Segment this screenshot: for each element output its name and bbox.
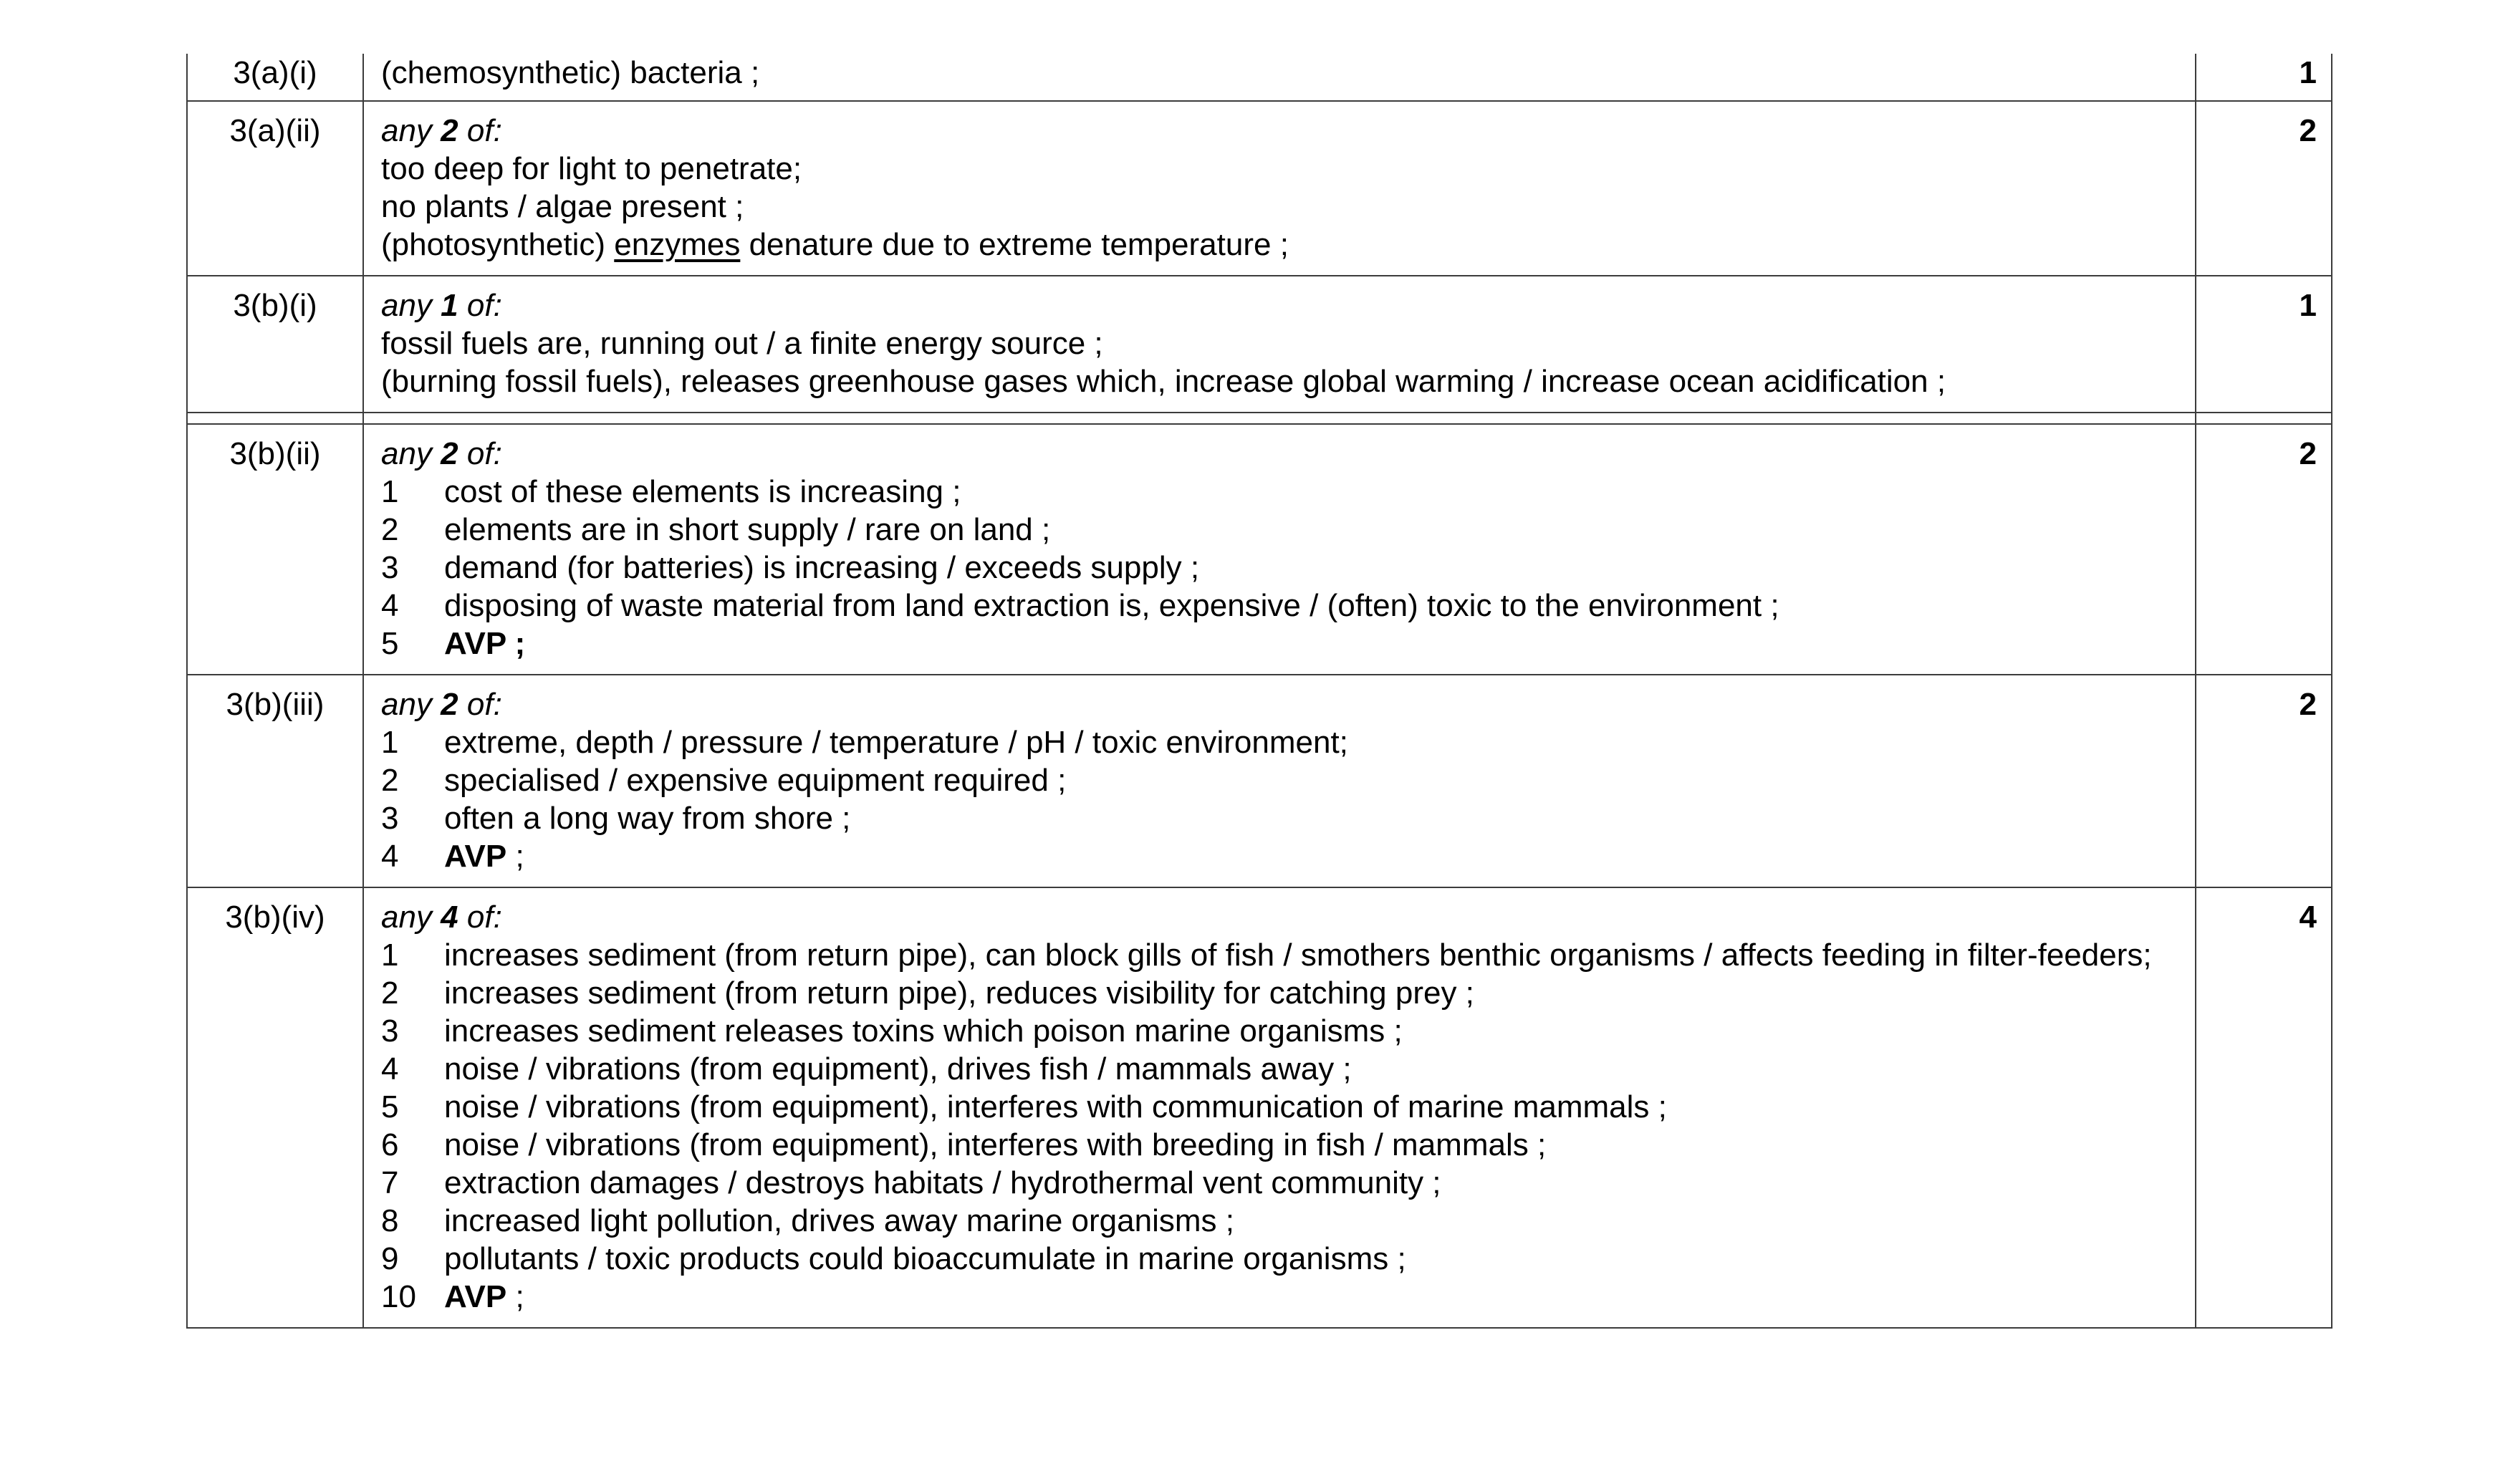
point-text-avp: AVP ; <box>444 1279 524 1314</box>
point-text: increases sediment releases toxins which poison marine organisms ; <box>444 1013 1403 1049</box>
point-number: 6 <box>381 1127 399 1162</box>
point-text: elements are in short supply / rare on land ; <box>444 512 1051 547</box>
point-number: 2 <box>381 763 399 798</box>
point-text: specialised / expensive equipment required ; <box>444 763 1067 798</box>
point-number: 4 <box>381 588 399 623</box>
question-number: 3(a)(ii) <box>187 101 363 276</box>
point-number: 3 <box>381 1013 399 1049</box>
table-row <box>187 675 2332 887</box>
point-number: 4 <box>381 839 399 874</box>
marking-point <box>381 511 2178 549</box>
point-number: 10 <box>381 1279 416 1314</box>
marks-value: 2 <box>2196 101 2332 276</box>
point-text: noise / vibrations (from equipment), interferes with communication of marine mammals ; <box>444 1089 1667 1124</box>
marks-value: 1 <box>2196 276 2332 413</box>
answer-line: fossil fuels are, running out / a finite energy source ; <box>381 326 1103 361</box>
point-text: pollutants / toxic products could bioaccumulate in marine organisms ; <box>444 1241 1406 1276</box>
marking-point <box>381 1126 2178 1164</box>
point-number: 3 <box>381 550 399 585</box>
question-number: 3(b)(iii) <box>187 675 363 887</box>
table-row <box>187 276 2332 413</box>
marking-point <box>381 1088 2178 1126</box>
point-number: 1 <box>381 474 399 509</box>
table-row <box>187 424 2332 675</box>
answer-cell <box>363 54 2196 101</box>
point-number: 1 <box>381 725 399 760</box>
underlined-keyword: enzymes <box>614 227 741 262</box>
marking-point <box>381 1012 2178 1050</box>
marking-point <box>381 936 2178 974</box>
marking-point <box>381 625 2178 662</box>
marks-value: 4 <box>2196 887 2332 1328</box>
mark-scheme-table <box>186 54 2332 1329</box>
table-row <box>187 101 2332 276</box>
table-row <box>187 54 2332 101</box>
point-text: noise / vibrations (from equipment), drives fish / mammals away ; <box>444 1051 1352 1086</box>
answer-cell <box>363 101 2196 276</box>
marking-point <box>381 1164 2178 1202</box>
instruction-text: any 2 of: <box>381 113 502 148</box>
marking-point <box>381 761 2178 799</box>
answer-cell <box>363 675 2196 887</box>
answer-line: too deep for light to penetrate; <box>381 151 802 186</box>
point-number: 5 <box>381 1089 399 1124</box>
instruction-text: any 1 of: <box>381 288 502 323</box>
marking-point <box>381 1240 2178 1278</box>
question-number: 3(a)(i) <box>187 54 363 101</box>
point-text-avp: AVP ; <box>444 626 526 661</box>
table-row <box>187 887 2332 1328</box>
answer-line: (burning fossil fuels), releases greenhouse gases which, increase global warming / increase ocean acidification ; <box>381 364 1946 399</box>
point-number: 4 <box>381 1051 399 1086</box>
point-text: demand (for batteries) is increasing / exceeds supply ; <box>444 550 1200 585</box>
point-text: disposing of waste material from land extraction is, expensive / (often) toxic to the environment ; <box>444 588 1779 623</box>
point-number: 8 <box>381 1203 399 1238</box>
page-break-separator <box>187 413 2332 424</box>
point-number: 3 <box>381 801 399 836</box>
answer-line: (photosynthetic) enzymes denature due to extreme temperature ; <box>381 227 1289 262</box>
marking-point <box>381 723 2178 761</box>
point-text: extraction damages / destroys habitats / hydrothermal vent community ; <box>444 1165 1441 1200</box>
point-text: increased light pollution, drives away marine organisms ; <box>444 1203 1234 1238</box>
instruction-text: any 2 of: <box>381 436 502 471</box>
question-number: 3(b)(iv) <box>187 887 363 1328</box>
answer-cell <box>363 887 2196 1328</box>
point-text: increases sediment (from return pipe), reduces visibility for catching prey ; <box>444 975 1474 1011</box>
marking-point <box>381 799 2178 837</box>
marking-point <box>381 473 2178 511</box>
point-number: 2 <box>381 975 399 1011</box>
marking-point <box>381 974 2178 1012</box>
point-number: 9 <box>381 1241 399 1276</box>
marks-value: 2 <box>2196 424 2332 675</box>
answer-cell <box>363 276 2196 413</box>
marking-point <box>381 1202 2178 1240</box>
marks-value: 2 <box>2196 675 2332 887</box>
point-number: 7 <box>381 1165 399 1200</box>
marking-point <box>381 1278 2178 1316</box>
marking-point <box>381 587 2178 625</box>
point-number: 5 <box>381 626 399 661</box>
question-number: 3(b)(ii) <box>187 424 363 675</box>
marking-point <box>381 1050 2178 1088</box>
marks-value: 1 <box>2196 54 2332 101</box>
instruction-text: any 2 of: <box>381 687 502 722</box>
answer-cell <box>363 424 2196 675</box>
point-text: extreme, depth / pressure / temperature / pH / toxic environment; <box>444 725 1348 760</box>
answer-line: (chemosynthetic) bacteria ; <box>381 55 760 90</box>
mark-scheme-table-container <box>186 54 2332 1329</box>
point-text: increases sediment (from return pipe), can block gills of fish / smothers benthic organisms / affects feeding in filter-feeders; <box>444 938 2152 973</box>
instruction-text: any 4 of: <box>381 900 502 935</box>
point-text-avp: AVP ; <box>444 839 524 874</box>
point-text: noise / vibrations (from equipment), interferes with breeding in fish / mammals ; <box>444 1127 1547 1162</box>
marking-point <box>381 837 2178 875</box>
answer-line: no plants / algae present ; <box>381 189 744 224</box>
question-number: 3(b)(i) <box>187 276 363 413</box>
point-number: 1 <box>381 938 399 973</box>
point-text: cost of these elements is increasing ; <box>444 474 961 509</box>
point-number: 2 <box>381 512 399 547</box>
point-text: often a long way from shore ; <box>444 801 851 836</box>
marking-point <box>381 549 2178 587</box>
